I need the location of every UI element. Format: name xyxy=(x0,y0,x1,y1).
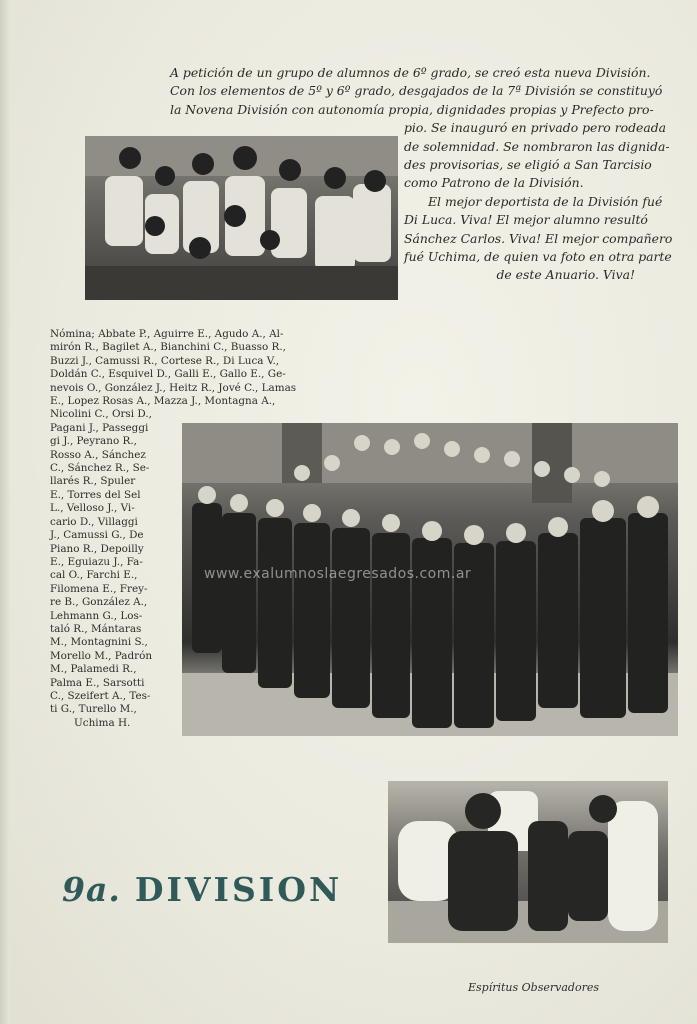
roster-line: Filomena E., Frey- xyxy=(50,582,148,595)
roster-line: Nicolini C., Orsi D., xyxy=(50,408,152,421)
roster-line: taló R., Mántaras xyxy=(50,622,142,635)
intro-side-line-2: de solemnidad. Se nombraron las dignida- xyxy=(404,138,670,154)
para2-line-5: de este Anuario. Viva! xyxy=(496,267,635,283)
roster-line: E., Lopez Rosas A., Mazza J., Montagna A., xyxy=(50,395,276,408)
roster-line: C., Szeifert A., Tes- xyxy=(50,689,151,702)
roster-line: J., Camussi G., De xyxy=(50,529,144,542)
intro-line-3: la Novena División con autonomía propia, dignidades propias y Prefecto pro- xyxy=(170,101,654,117)
para2-line-2: Di Luca. Viva! El mejor alumno resultó xyxy=(404,212,648,228)
intro-line-1: A petición de un grupo de alumnos de 6º grado, se creó esta nueva División. xyxy=(170,65,651,80)
para2-line-4: fué Uchima, de quien va foto en otra parte xyxy=(404,249,672,265)
roster-line: Pagani J., Passeggi xyxy=(50,421,149,434)
roster-line: Nómina; Abbate P., Aguirre E., Agudo A., Al- xyxy=(50,328,284,340)
roster-line: L., Velloso J., Vi- xyxy=(50,502,135,515)
division-word: DIVISION xyxy=(134,870,343,909)
website-watermark: www.exalumnoslaegresados.com.ar xyxy=(204,566,472,582)
roster-line: M., Montagnini S., xyxy=(50,636,148,649)
roster-line: Piano R., Depoilly xyxy=(50,542,144,555)
roster-line: C., Sánchez R., Se- xyxy=(50,462,150,475)
roster-line: ti G., Turello M., xyxy=(50,703,137,716)
intro-line-2: Con los elementos de 5º y 6º grado, desgajados de la 7ª División se constituyó xyxy=(170,83,663,99)
roster-line: llarés R., Spuler xyxy=(50,475,136,488)
roster-line: M., Palamedi R., xyxy=(50,663,137,676)
division-title xyxy=(62,870,342,909)
photo-observers xyxy=(388,781,668,943)
division-number: 9a. xyxy=(62,870,121,909)
group-photo-sports xyxy=(85,136,398,300)
roster-line: Doldán C., Esquivel D., Galli E., Gallo E., Ge- xyxy=(50,368,286,381)
roster-line: mirón R., Bagilet A., Bianchini C., Buasso R., xyxy=(50,341,286,354)
roster-line: Rosso A., Sánchez xyxy=(50,448,146,461)
para2-line-3: Sánchez Carlos. Viva! El mejor compañero xyxy=(404,230,673,246)
page-binding-edge xyxy=(0,0,10,1024)
roster-line: Morello M., Padrón xyxy=(50,649,153,662)
roster-line: E., Torres del Sel xyxy=(50,488,141,501)
roster-line: Palma E., Sarsotti xyxy=(50,676,145,689)
intro-side-line-1: pio. Se inauguró en privado pero rodeada xyxy=(404,120,667,136)
para2-line-1: El mejor deportista de la División fué xyxy=(428,193,663,209)
roster-line: nevois O., González J., Heitz R., Jové C., Lamas xyxy=(50,381,297,394)
intro-side-line-4: como Patrono de la División. xyxy=(404,175,584,191)
roster-line: re B., González A., xyxy=(50,596,148,609)
roster-line: Buzzi J., Camussi R., Cortese R., Di Luca V., xyxy=(50,354,280,367)
roster-line: Uchima H. xyxy=(74,716,131,729)
roster-line: E., Eguiazu J., Fa- xyxy=(50,555,143,568)
group-photo-division xyxy=(182,423,678,736)
roster-line: Lehmann G., Los- xyxy=(50,609,143,622)
intro-side-line-3: des provisorias, se eligió a San Tarcisio xyxy=(404,157,652,173)
roster-line: cario D., Villaggi xyxy=(50,515,138,528)
photo-caption: Espíritus Observadores xyxy=(468,981,599,994)
roster-line: cal O., Farchi E., xyxy=(50,569,138,582)
roster-line: gi J., Peyrano R., xyxy=(50,435,137,448)
